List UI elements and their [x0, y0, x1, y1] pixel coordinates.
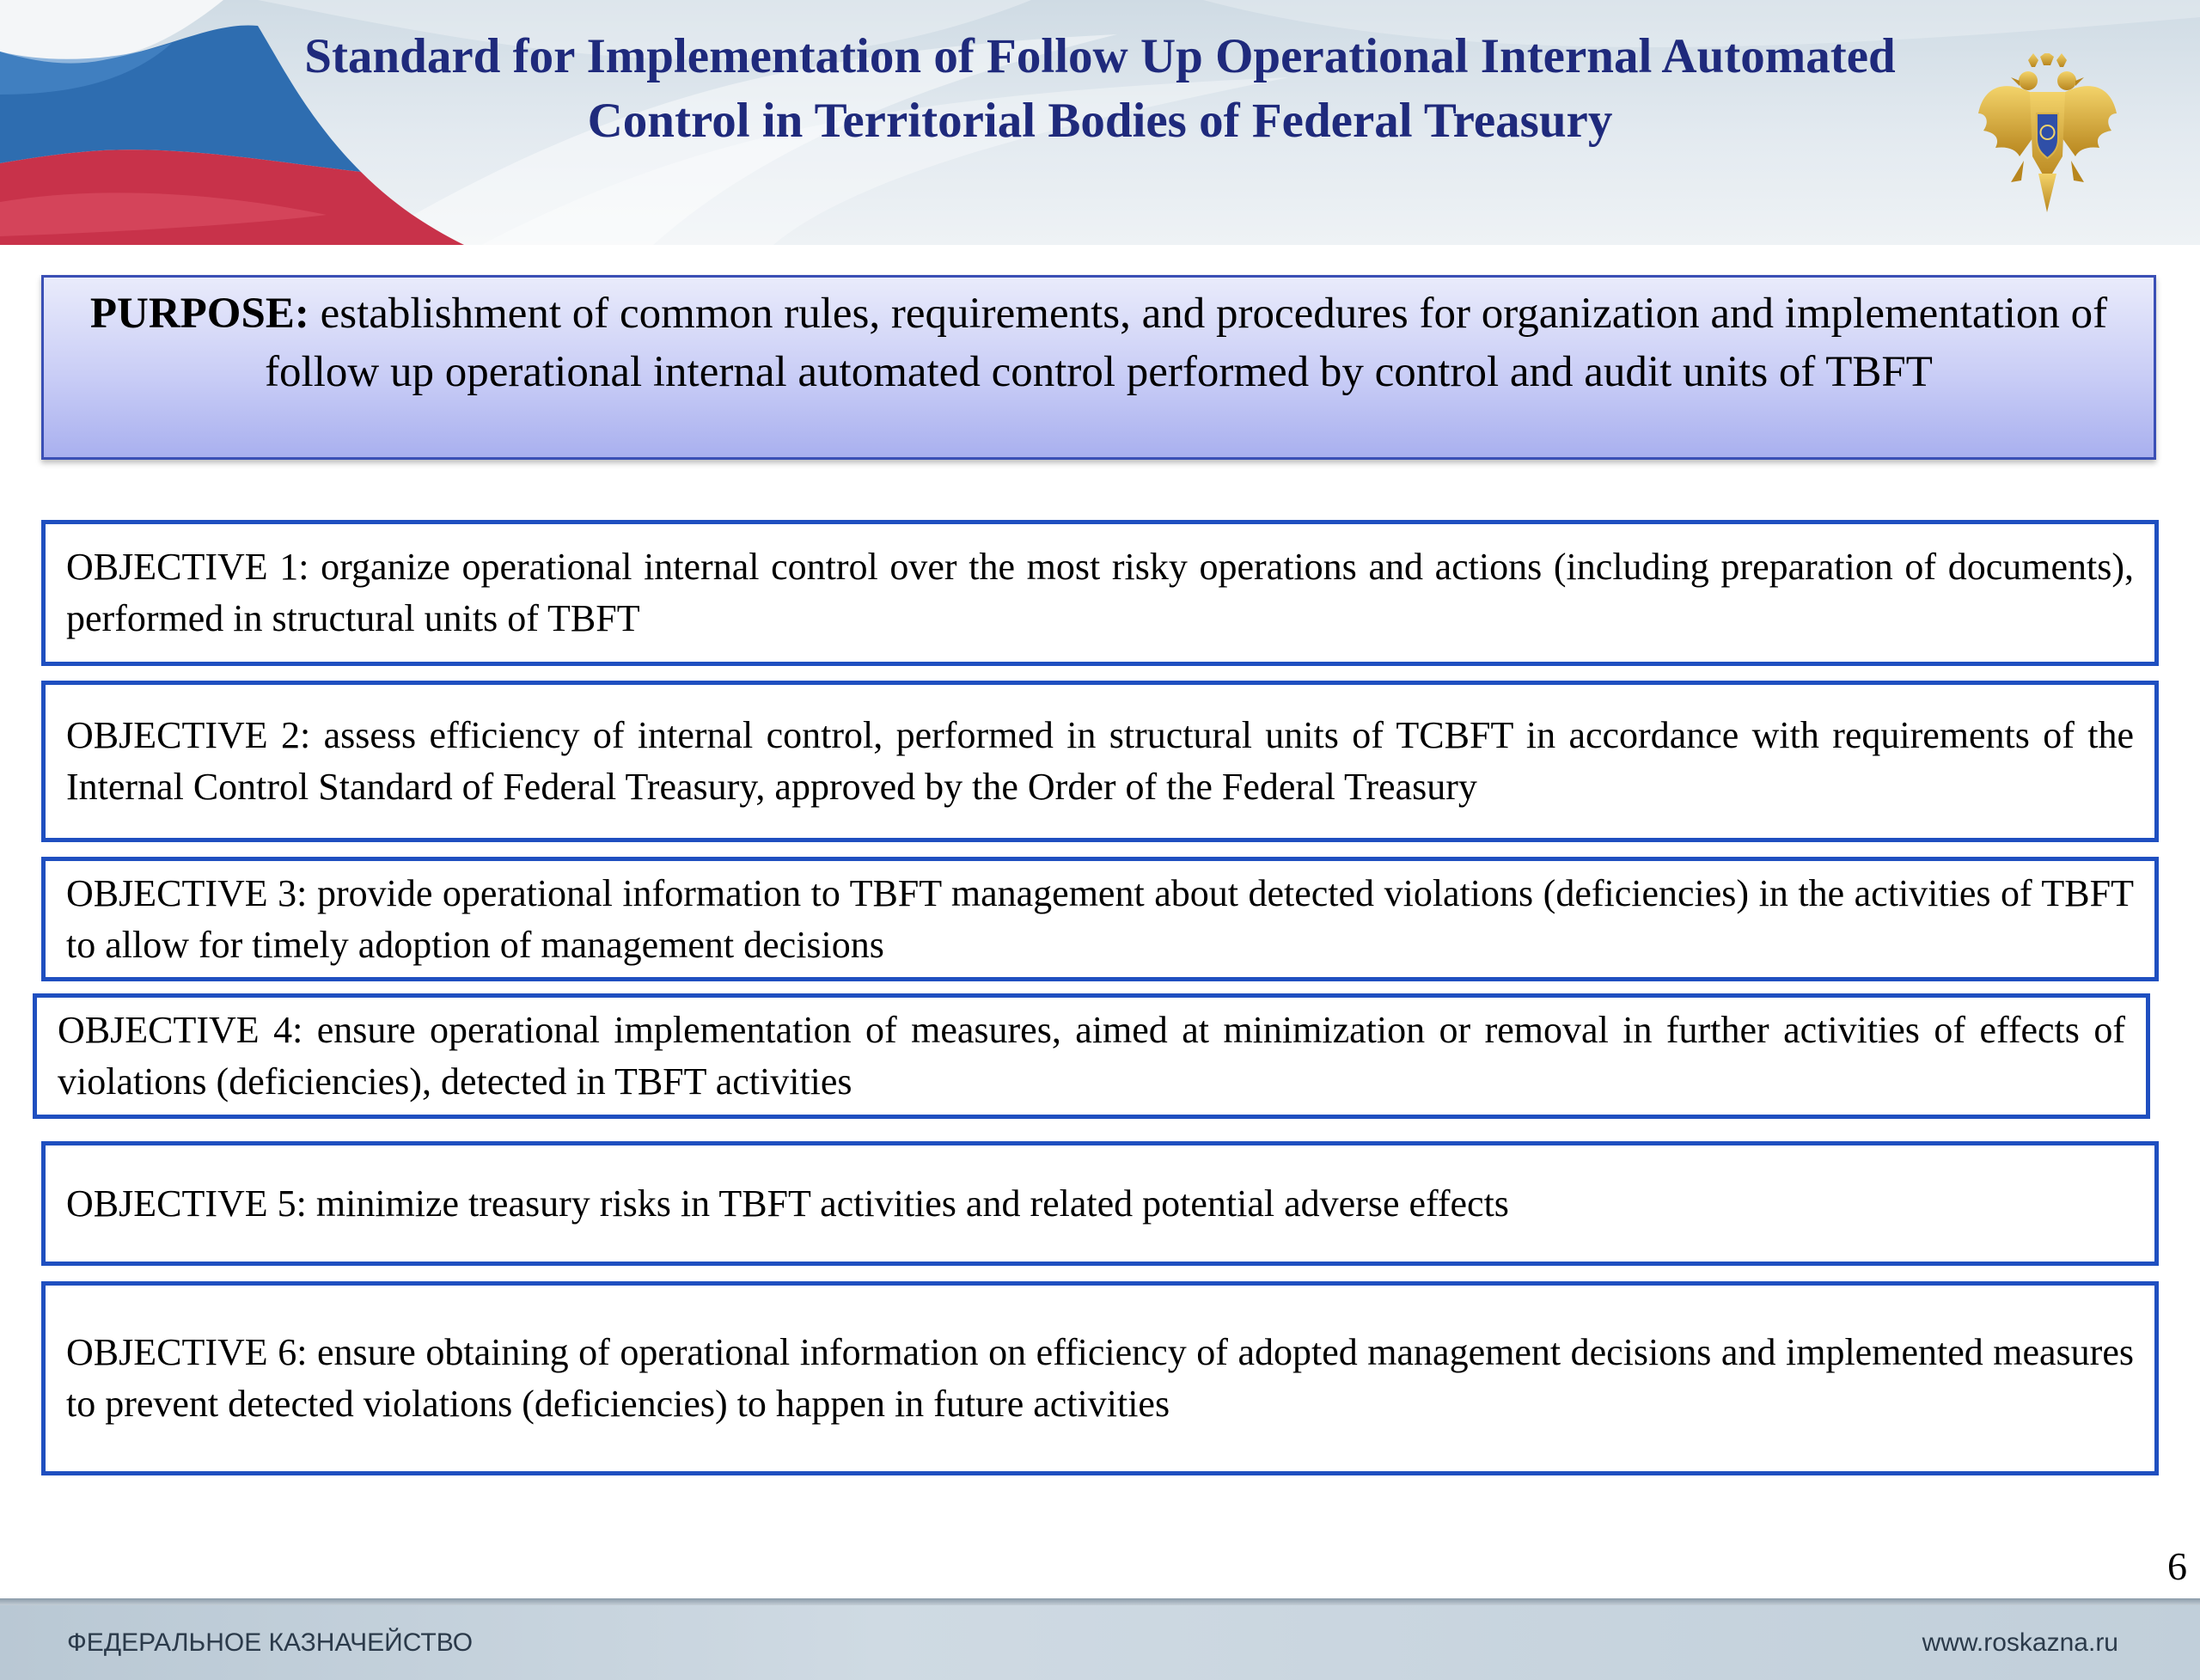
slide-title	[198, 24, 2002, 153]
slide-title-line-2: Control in Territorial Bodies of Federal Treasury	[587, 94, 1613, 148]
objective-4-box	[33, 993, 2150, 1119]
purpose-label: PURPOSE:	[89, 290, 309, 338]
footer-org-name: ФЕДЕРАЛЬНОЕ КАЗНАЧЕЙСТВО	[67, 1628, 474, 1657]
purpose-text: establishment of common rules, requirements, and procedures for organization and implementation of follow up operational internal automated control performed by control and audit units of TBFT	[265, 290, 2108, 396]
objective-5-box	[41, 1141, 2159, 1266]
slide-footer	[0, 1605, 2200, 1680]
objective-6-text: OBJECTIVE 6: ensure obtaining of operational information on efficiency of adopted management decisions and implemented measures to prevent detected violations (deficiencies) to happen in future activities	[66, 1331, 2134, 1425]
page-number: 6	[2167, 1544, 2187, 1588]
objective-3-box	[41, 857, 2159, 981]
slide-title-line-1: Standard for Implementation of Follow Up Operational Internal Automated	[304, 29, 1896, 83]
objective-3-text: OBJECTIVE 3: provide operational information to TBFT management about detected violations (deficiencies) in the activities of TBFT to allow for timely adoption of management decisions	[66, 871, 2134, 966]
objective-4-text: OBJECTIVE 4: ensure operational implementation of measures, aimed at minimization or removal in further activities of effects of violations (deficiencies), detected in TBFT activities	[58, 1009, 2125, 1103]
objective-1-text: OBJECTIVE 1: organize operational internal control over the most risky operations and actions (including preparation of documents), performed in structural units of TBFT	[66, 546, 2134, 639]
objective-2-box	[41, 681, 2159, 842]
objective-5-text: OBJECTIVE 5: minimize treasury risks in TBFT activities and related potential adverse effects	[66, 1182, 1509, 1225]
slide-header	[0, 0, 2200, 245]
objective-1-box	[41, 520, 2159, 666]
objective-2-text: OBJECTIVE 2: assess efficiency of internal control, performed in structural units of TCBFT in accordance with requirements of the Internal Control Standard of Federal Treasury, approved by the Order of the Federal Treasury	[66, 714, 2134, 808]
footer-divider	[0, 1598, 2200, 1605]
double-headed-eagle-emblem-icon	[1977, 53, 2118, 217]
footer-website-link[interactable]: www.roskazna.ru	[1922, 1628, 2118, 1657]
purpose-box	[41, 275, 2156, 460]
objective-6-box	[41, 1281, 2159, 1475]
